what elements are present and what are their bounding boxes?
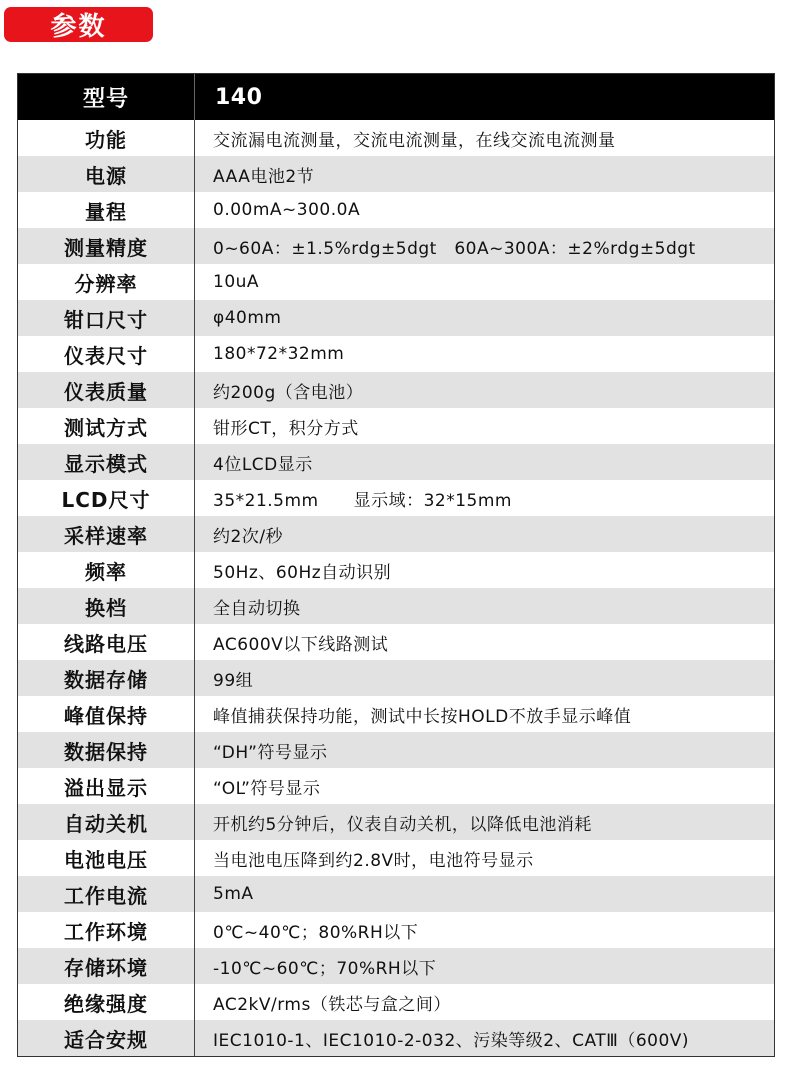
row-label: 数据保持: [18, 732, 195, 768]
table-row: [18, 372, 774, 408]
table-row: [18, 228, 774, 264]
table-row: [18, 444, 774, 480]
row-label: 工作环境: [18, 912, 195, 948]
section-title-badge: [4, 7, 153, 42]
row-label: 适合安规: [18, 1020, 195, 1056]
row-value: 全自动切换: [213, 598, 301, 619]
row-label: 量程: [18, 192, 195, 228]
row-label: 仪表尺寸: [18, 336, 195, 372]
table-row: [18, 192, 774, 228]
table-row: [18, 408, 774, 444]
row-label: 溢出显示: [18, 768, 195, 804]
section-title: 参数: [50, 12, 107, 42]
row-value: 约2次/秒: [213, 526, 284, 547]
table-row: [18, 732, 774, 768]
row-value: -10℃~60℃；70%RH以下: [213, 958, 437, 979]
row-value: 当电池电压降到约2.8V时，电池符号显示: [213, 850, 534, 871]
table-row: [18, 768, 774, 804]
row-value: 0℃~40℃；80%RH以下: [213, 922, 419, 943]
table-row: [18, 552, 774, 588]
table-body: [18, 120, 774, 1056]
table-row: [18, 624, 774, 660]
row-label: 换档: [18, 588, 195, 624]
row-value: “DH”符号显示: [213, 742, 328, 763]
row-value: AC2kV/rms（铁芯与盒之间）: [213, 994, 451, 1015]
row-label: 绝缘强度: [18, 984, 195, 1020]
row-label: 频率: [18, 552, 195, 588]
spec-table: [17, 73, 775, 1057]
row-value: “OL”符号显示: [213, 778, 321, 799]
table-row: [18, 948, 774, 984]
table-row: [18, 660, 774, 696]
row-value: 99组: [213, 670, 254, 691]
row-value: 峰值捕获保持功能，测试中长按HOLD不放手显示峰值: [213, 706, 632, 727]
row-value: 35*21.5mm 显示域：32*15mm: [213, 490, 512, 511]
row-value: IEC1010-1、IEC1010-2-032、污染等级2、CATⅢ（600V): [213, 1030, 690, 1051]
row-label: 测试方式: [18, 408, 195, 444]
row-value: 10uA: [213, 272, 260, 292]
table-row: [18, 516, 774, 552]
table-row: [18, 804, 774, 840]
row-value: AAA电池2节: [213, 166, 315, 187]
table-row: [18, 984, 774, 1020]
row-label: 钳口尺寸: [18, 300, 195, 336]
row-value: 0.00mA~300.0A: [213, 200, 361, 220]
row-label: 数据存储: [18, 660, 195, 696]
row-value: 4位LCD显示: [213, 454, 313, 475]
row-label: 仪表质量: [18, 372, 195, 408]
row-label: 线路电压: [18, 624, 195, 660]
table-row: [18, 300, 774, 336]
header-value: 140: [215, 84, 263, 110]
row-label: 电池电压: [18, 840, 195, 876]
row-label: 自动关机: [18, 804, 195, 840]
table-row: [18, 120, 774, 156]
row-value: AC600V以下线路测试: [213, 634, 389, 655]
table-row: [18, 840, 774, 876]
table-row: [18, 336, 774, 372]
table-row: [18, 876, 774, 912]
header-label: 型号: [18, 74, 195, 120]
row-label: 采样速率: [18, 516, 195, 552]
row-label: 电源: [18, 156, 195, 192]
table-row: [18, 264, 774, 300]
row-value: 180*72*32mm: [213, 344, 345, 364]
table-row: [18, 1020, 774, 1056]
row-label: 测量精度: [18, 228, 195, 264]
row-label: 工作电流: [18, 876, 195, 912]
table-header-row: [18, 74, 774, 120]
row-value: 5mA: [213, 884, 254, 904]
row-value: 开机约5分钟后，仪表自动关机，以降低电池消耗: [213, 814, 592, 835]
table-row: [18, 480, 774, 516]
table-row: [18, 588, 774, 624]
table-row: [18, 696, 774, 732]
row-label: 功能: [18, 120, 195, 156]
row-label: 存储环境: [18, 948, 195, 984]
row-value: 交流漏电流测量，交流电流测量，在线交流电流测量: [213, 130, 616, 151]
row-label: LCD尺寸: [18, 480, 195, 516]
row-value: 钳形CT，积分方式: [213, 418, 359, 439]
row-value: φ40mm: [213, 308, 282, 328]
row-label: 显示模式: [18, 444, 195, 480]
table-row: [18, 912, 774, 948]
row-label: 峰值保持: [18, 696, 195, 732]
table-row: [18, 156, 774, 192]
row-value: 0~60A：±1.5%rdg±5dgt 60A~300A：±2%rdg±5dgt: [213, 238, 696, 259]
row-value: 约200g（含电池）: [213, 382, 364, 403]
row-value: 50Hz、60Hz自动识别: [213, 562, 392, 583]
row-label: 分辨率: [18, 264, 195, 300]
